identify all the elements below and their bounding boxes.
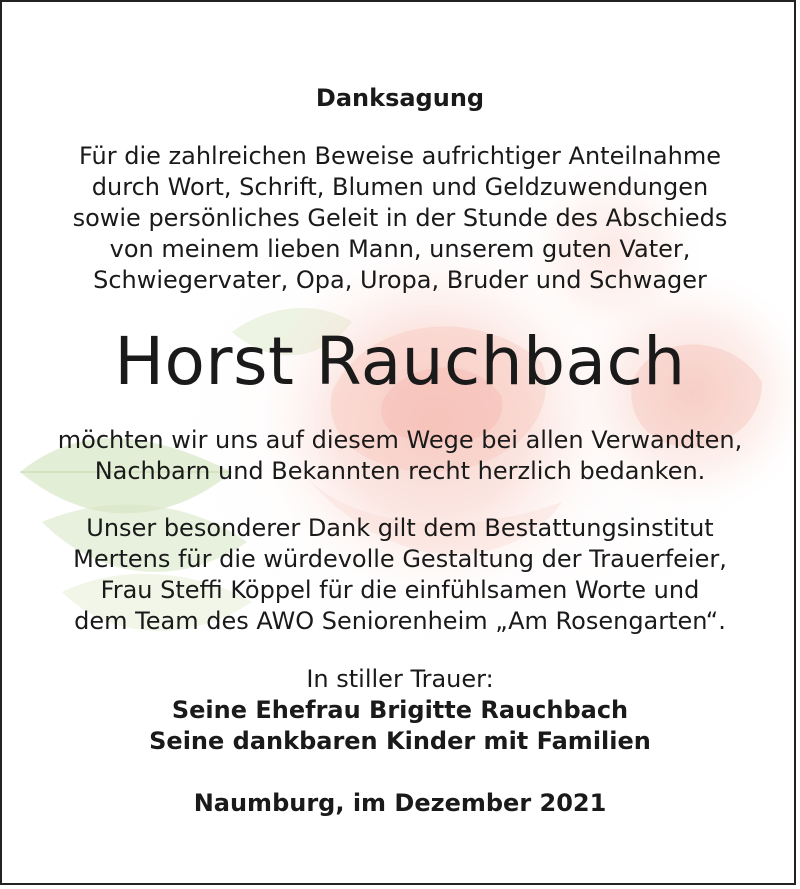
special-line: Frau Steffi Köppel für die einfühlsamen Worte und — [100, 576, 700, 604]
intro-line: von meinem lieben Mann, unserem guten Vater, — [109, 235, 691, 263]
intro-line: Für die zahlreichen Beweise aufrichtiger Anteilnahme — [79, 142, 721, 170]
signatory: Seine Ehefrau Brigitte Rauchbach — [171, 696, 629, 724]
intro-line: Schwiegervater, Opa, Uropa, Bruder und Schwager — [93, 266, 707, 294]
special-thanks-paragraph — [2, 513, 796, 637]
thanks-line: möchten wir uns auf diesem Wege bei allen Verwandten, — [57, 426, 743, 454]
place-date: Naumburg, im Dezember 2021 — [193, 789, 607, 817]
intro-line: durch Wort, Schrift, Blumen und Geldzuwendungen — [91, 173, 709, 201]
intro-line: sowie persönliches Geleit in der Stunde des Abschieds — [72, 204, 728, 232]
special-line: Mertens für die würdevolle Gestaltung der Trauerfeier, — [73, 545, 727, 573]
signatory: Seine dankbaren Kinder mit Familien — [149, 727, 651, 755]
thanks-paragraph — [2, 425, 796, 487]
mourning-intro: In stiller Trauer: — [306, 665, 494, 693]
thanks-line: Nachbarn und Bekannten recht herzlich bedanken. — [94, 457, 706, 485]
special-line: Unser besonderer Dank gilt dem Bestattungsinstitut — [86, 514, 714, 542]
intro-paragraph — [2, 141, 796, 296]
mourning-block — [2, 664, 796, 757]
heading: Danksagung — [315, 84, 485, 112]
deceased-name: Horst Rauchbach — [114, 323, 686, 400]
special-line: dem Team des AWO Seniorenheim „Am Rosengarten“. — [74, 607, 726, 635]
